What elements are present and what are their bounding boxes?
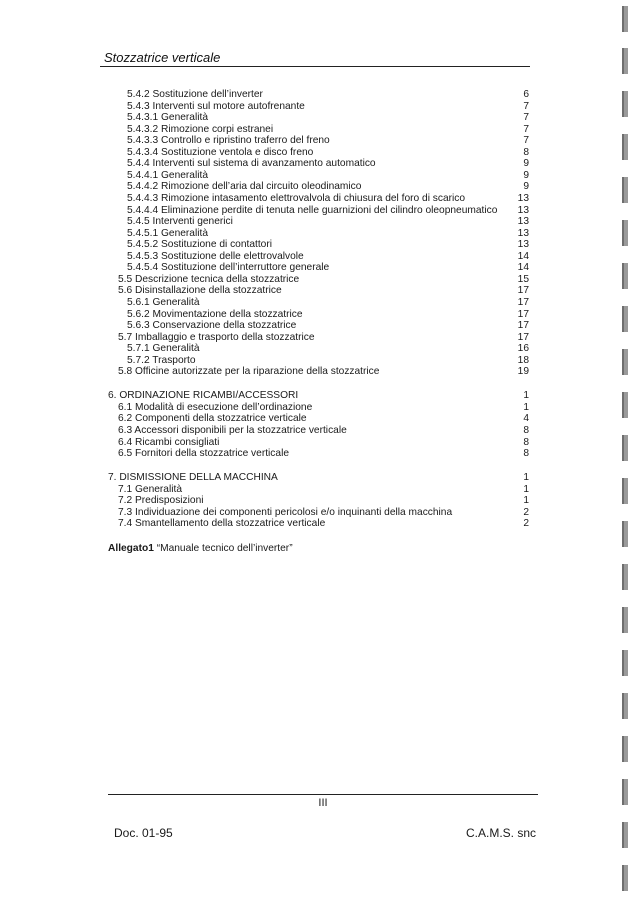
toc-entry bbox=[0, 343, 636, 355]
toc-entry-page: 1 bbox=[523, 401, 529, 413]
toc-entry-title: 5.4.4 Interventi sul sistema di avanzamento automatico bbox=[127, 158, 376, 170]
toc-entry-title: 5.4.4.3 Rimozione intasamento elettrovalvola di chiusura del foro di scarico bbox=[127, 193, 466, 204]
attachment-label: Allegato1 bbox=[108, 543, 154, 554]
toc-entry-page: 2 bbox=[523, 506, 529, 518]
binder-hole-mark bbox=[622, 693, 628, 719]
toc-entry-page: 7 bbox=[523, 123, 529, 135]
toc-entry-page: 13 bbox=[517, 239, 529, 251]
toc-entry bbox=[0, 158, 636, 170]
toc-entry-page: 7 bbox=[523, 112, 529, 124]
toc-entry bbox=[0, 285, 636, 297]
toc-entry-page: 19 bbox=[517, 366, 529, 378]
toc-entry-page: 13 bbox=[517, 227, 529, 239]
toc-entry bbox=[0, 205, 636, 217]
binder-hole-mark bbox=[622, 306, 628, 332]
binder-hole-mark bbox=[622, 48, 628, 74]
toc-entry-title: 5.4.3.1 Generalità bbox=[127, 112, 208, 124]
binder-hole-mark bbox=[622, 650, 628, 676]
toc-entry-title: 7.4 Smantellamento della stozzatrice verticale bbox=[118, 518, 326, 530]
document-code: Doc. 01-95 bbox=[114, 826, 173, 840]
toc-entry bbox=[0, 239, 636, 251]
toc-entry-page: 8 bbox=[523, 146, 529, 158]
page-number: III bbox=[318, 797, 328, 809]
toc-entry-page: 13 bbox=[517, 216, 529, 228]
binder-hole-mark bbox=[622, 263, 628, 289]
toc-entry-title: 6.2 Componenti della stozzatrice verticale bbox=[118, 413, 307, 425]
toc-entry bbox=[0, 112, 636, 124]
toc-entry bbox=[0, 147, 636, 159]
toc-entry-title: 5.6.2 Movimentazione della stozzatrice bbox=[127, 308, 303, 320]
toc-entry-page: 13 bbox=[517, 204, 529, 216]
toc-entry-page: 1 bbox=[523, 390, 529, 402]
binder-hole-mark bbox=[622, 91, 628, 117]
toc-entry-title: 5.4.3 Interventi sul motore autofrenante bbox=[127, 100, 305, 112]
toc-entry-page: 9 bbox=[523, 158, 529, 170]
toc-entry-page: 1 bbox=[523, 483, 529, 495]
toc-entry-page: 1 bbox=[523, 495, 529, 507]
binder-hole-mark bbox=[622, 822, 628, 848]
toc-entry bbox=[0, 413, 636, 425]
binder-hole-mark bbox=[622, 736, 628, 762]
toc-entry-page: 13 bbox=[517, 193, 529, 204]
toc-entry bbox=[0, 274, 636, 286]
toc-entry-title: 6.4 Ricambi consigliati bbox=[118, 436, 220, 448]
toc-entry-page: 8 bbox=[523, 424, 529, 436]
toc-entry-title: 5.4.5.1 Generalità bbox=[127, 227, 208, 239]
toc-entry-page: 17 bbox=[517, 308, 529, 320]
toc-entry-title: 5.5 Descrizione tecnica della stozzatrice bbox=[118, 273, 300, 285]
binder-hole-mark bbox=[622, 607, 628, 633]
binder-hole-mark bbox=[622, 349, 628, 375]
toc-entry-title: 5.6 Disinstallazione della stozzatrice bbox=[118, 285, 282, 297]
toc-entry bbox=[0, 309, 636, 321]
toc-entry-title: 5.4.2 Sostituzione dell’inverter bbox=[127, 89, 263, 100]
toc-entry-title: 5.4.3.3 Controllo e ripristino traferro del freno bbox=[127, 135, 330, 147]
toc-entry bbox=[0, 251, 636, 263]
attachment-title: “Manuale tecnico dell’inverter” bbox=[153, 543, 293, 554]
toc-entry-page: 8 bbox=[523, 436, 529, 448]
toc-entry-title: 6.3 Accessori disponibili per la stozzatrice verticale bbox=[118, 424, 347, 436]
toc-entry bbox=[0, 193, 636, 205]
toc-entry-title: 5.6.1 Generalità bbox=[127, 296, 200, 308]
binder-hole-mark bbox=[622, 521, 628, 547]
toc-entry-page: 18 bbox=[517, 354, 529, 366]
toc-entry bbox=[0, 472, 636, 484]
toc-entry-page: 6 bbox=[523, 89, 529, 100]
binder-hole-mark bbox=[622, 392, 628, 418]
binder-hole-mark bbox=[622, 865, 628, 891]
toc-entry-page: 17 bbox=[517, 320, 529, 331]
toc-entry bbox=[0, 101, 636, 113]
toc-entry bbox=[0, 355, 636, 367]
toc-entry-title: 5.4.5.3 Sostituzione delle elettrovalvole bbox=[127, 250, 304, 262]
toc-entry-title: 7.2 Predisposizioni bbox=[118, 495, 204, 507]
toc-entry-page: 9 bbox=[523, 169, 529, 181]
toc-entry-title: 5.4.5.4 Sostituzione dell’interruttore generale bbox=[127, 262, 330, 274]
binder-hole-mark bbox=[622, 134, 628, 160]
toc-entry-page: 7 bbox=[523, 135, 529, 147]
toc-entry-title: 5.4.3.2 Rimozione corpi estranei bbox=[127, 123, 274, 135]
company-name: C.A.M.S. snc bbox=[465, 826, 536, 840]
toc-entry-page: 1 bbox=[523, 472, 529, 484]
toc-entry bbox=[0, 216, 636, 228]
toc-entry bbox=[0, 402, 636, 414]
toc-entry-page: 15 bbox=[517, 273, 529, 285]
toc-entry bbox=[0, 437, 636, 449]
binder-holes bbox=[606, 0, 636, 900]
toc-entry bbox=[0, 170, 636, 182]
binder-hole-mark bbox=[622, 435, 628, 461]
toc-entry-page: 7 bbox=[523, 100, 529, 112]
toc-entry bbox=[0, 518, 636, 530]
toc-entry bbox=[0, 448, 636, 460]
toc-entry bbox=[0, 484, 636, 496]
toc-entry-title: 5.4.4.1 Generalità bbox=[127, 169, 208, 181]
toc-entry-page: 2 bbox=[523, 518, 529, 530]
binder-hole-mark bbox=[622, 478, 628, 504]
toc-entry-page: 14 bbox=[517, 262, 529, 274]
toc-entry bbox=[0, 228, 636, 240]
binder-hole-mark bbox=[622, 564, 628, 590]
toc-entry-title: 5.4.5.2 Sostituzione di contattori bbox=[127, 239, 272, 251]
toc-entry-page: 4 bbox=[523, 413, 529, 425]
toc-entry bbox=[0, 425, 636, 437]
toc-entry-page: 16 bbox=[517, 343, 529, 355]
toc-entry-title: 5.4.4.4 Eliminazione perdite di tenuta nelle guarnizioni del cilindro oleopneumatico bbox=[127, 204, 498, 216]
toc-entry-title: 5.7.2 Trasporto bbox=[127, 354, 196, 366]
toc-entry bbox=[0, 332, 636, 344]
toc-entry-page: 14 bbox=[517, 250, 529, 262]
toc-entry-title: 5.8 Officine autorizzate per la riparazione della stozzatrice bbox=[118, 366, 380, 378]
toc-entry-title: 5.4.3.4 Sostituzione ventola e disco freno bbox=[127, 146, 314, 158]
toc-entry-title: 5.6.3 Conservazione della stozzatrice bbox=[127, 320, 297, 331]
toc-entry bbox=[0, 390, 636, 402]
toc-entry-page: 17 bbox=[517, 296, 529, 308]
toc-entry bbox=[0, 320, 636, 332]
binder-hole-mark bbox=[622, 220, 628, 246]
toc-entry bbox=[0, 181, 636, 193]
binder-hole-mark bbox=[622, 779, 628, 805]
toc-entry bbox=[0, 135, 636, 147]
toc-entry-page: 8 bbox=[523, 448, 529, 459]
header-title: Stozzatrice verticale bbox=[104, 50, 221, 65]
toc-entry-title: 5.4.5 Interventi generici bbox=[127, 216, 233, 228]
toc-entry-title: 7.1 Generalità bbox=[118, 483, 182, 495]
header-rule bbox=[100, 66, 530, 67]
binder-hole-mark bbox=[622, 177, 628, 203]
toc-entry-title: 5.7 Imballaggio e trasporto della stozzatrice bbox=[118, 331, 315, 343]
toc-entry-title: 6. ORDINAZIONE RICAMBI/ACCESSORI bbox=[108, 390, 299, 402]
toc-entry-title: 7.3 Individuazione dei componenti pericolosi e/o inquinanti della macchina bbox=[118, 506, 453, 518]
footer-rule bbox=[108, 794, 538, 795]
toc-entry bbox=[0, 366, 636, 378]
toc-entry-title: 5.4.4.2 Rimozione dell’aria dal circuito oleodinamico bbox=[127, 181, 362, 193]
toc-entry-page: 9 bbox=[523, 181, 529, 193]
binder-hole-mark bbox=[622, 6, 628, 32]
toc-entry bbox=[0, 495, 636, 507]
toc-entry-page: 17 bbox=[517, 331, 529, 343]
toc-entry bbox=[0, 124, 636, 136]
toc-entry bbox=[0, 89, 636, 101]
toc-entry-title: 6.5 Fornitori della stozzatrice verticale bbox=[118, 448, 289, 459]
toc-entry bbox=[0, 262, 636, 274]
toc-entry-title: 5.7.1 Generalità bbox=[127, 343, 200, 355]
toc-entry-title: 6.1 Modalità di esecuzione dell’ordinazione bbox=[118, 401, 313, 413]
toc-entry bbox=[0, 507, 636, 519]
attachment-entry bbox=[108, 543, 293, 555]
toc-entry-page: 17 bbox=[517, 285, 529, 297]
toc-entry bbox=[0, 297, 636, 309]
toc-entry-title: 7. DISMISSIONE DELLA MACCHINA bbox=[108, 472, 278, 484]
